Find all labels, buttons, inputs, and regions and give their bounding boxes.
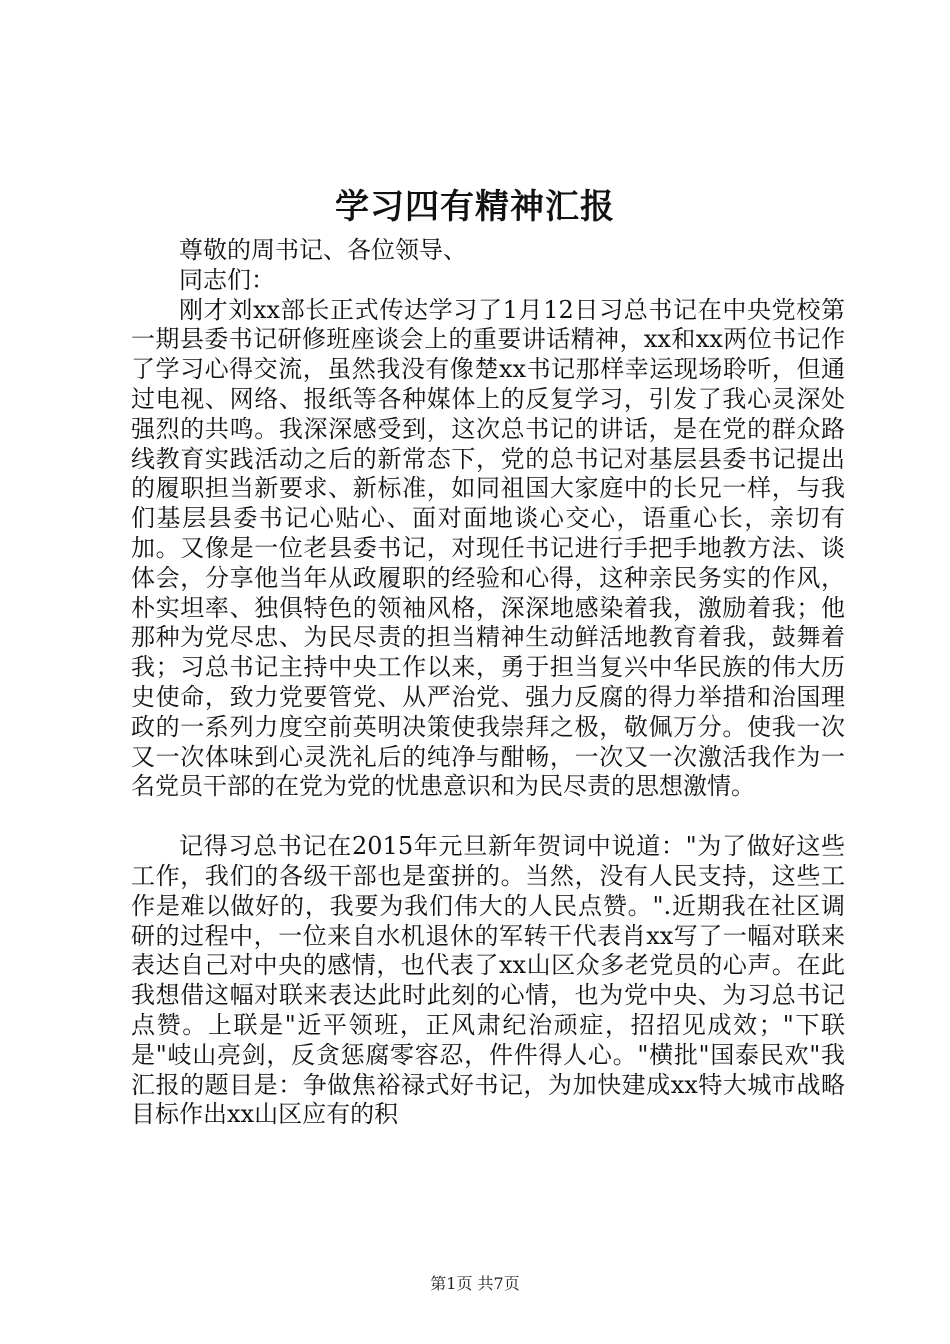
- paragraph-2: 记得习总书记在2015年元旦新年贺词中说道："为了做好这些工作，我们的各级干部也是蛮拼的。当然，没有人民支持，这些工作是难以做好的，我要为我们伟大的人民点赞。".近期我在社区调研的过程中，一位来自水机退休的军转干代表肖xx写了一幅对联来表达自己对中央的感情，也代表了xx山区众多老党员的心声。在此我想借这幅对联来表达此时此刻的心情，也为党中央、为习总书记点赞。上联是"近平领班，正风肃纪治顽症，招招见成效；"下联是"岐山亮剑，反贪惩腐零容忍，件件得人心。"横批"国泰民欢"我汇报的题目是：争做焦裕禄式好书记，为加快建成xx特大城市战略目标作出xx山区应有的积: [131, 832, 845, 1129]
- salutation-line-1: 尊敬的周书记、各位领导、: [179, 236, 467, 264]
- page-footer: 第1页 共7页: [430, 1274, 520, 1293]
- paragraph-spacer: [131, 802, 845, 832]
- document-title: 学习四有精神汇报: [335, 187, 615, 227]
- salutation-line-2: 同志们：: [179, 265, 275, 294]
- paragraph-1: 刚才刘xx部长正式传达学习了1月12日习总书记在中央党校第一期县委书记研修班座谈会上的重要讲话精神，xx和xx两位书记作了学习心得交流，虽然我没有像楚xx书记那样幸运现场聆听，但通过电视、网络、报纸等各种媒体上的反复学习，引发了我心灵深处强烈的共鸣。我深深感受到，这次总书记的讲话，是在党的群众路线教育实践活动之后的新常态下，党的总书记对基层县委书记提出的履职担当新要求、新标准，如同祖国大家庭中的长兄一样，与我们基层县委书记心贴心、面对面地谈心交心，语重心长，亲切有加。又像是一位老县委书记，对现任书记进行手把手地教方法、谈体会，分享他当年从政履职的经验和心得，这种亲民务实的作风，朴实坦率、独俱特色的领袖风格，深深地感染着我，激励着我；他那种为党尽忠、为民尽责的担当精神生动鲜活地教育着我，鼓舞着我；习总书记主持中央工作以来，勇于担当复兴中华民族的伟大历史使命，致力党要管党、从严治党、强力反腐的得力举措和治国理政的一系列力度空前英明决策使我崇拜之极，敬佩万分。使我一次又一次体味到心灵洗礼后的纯净与酣畅，一次又一次激活我作为一名党员干部的在党为党的忧患意识和为民尽责的思想激情。: [131, 295, 845, 801]
- document-body: [131, 236, 845, 1130]
